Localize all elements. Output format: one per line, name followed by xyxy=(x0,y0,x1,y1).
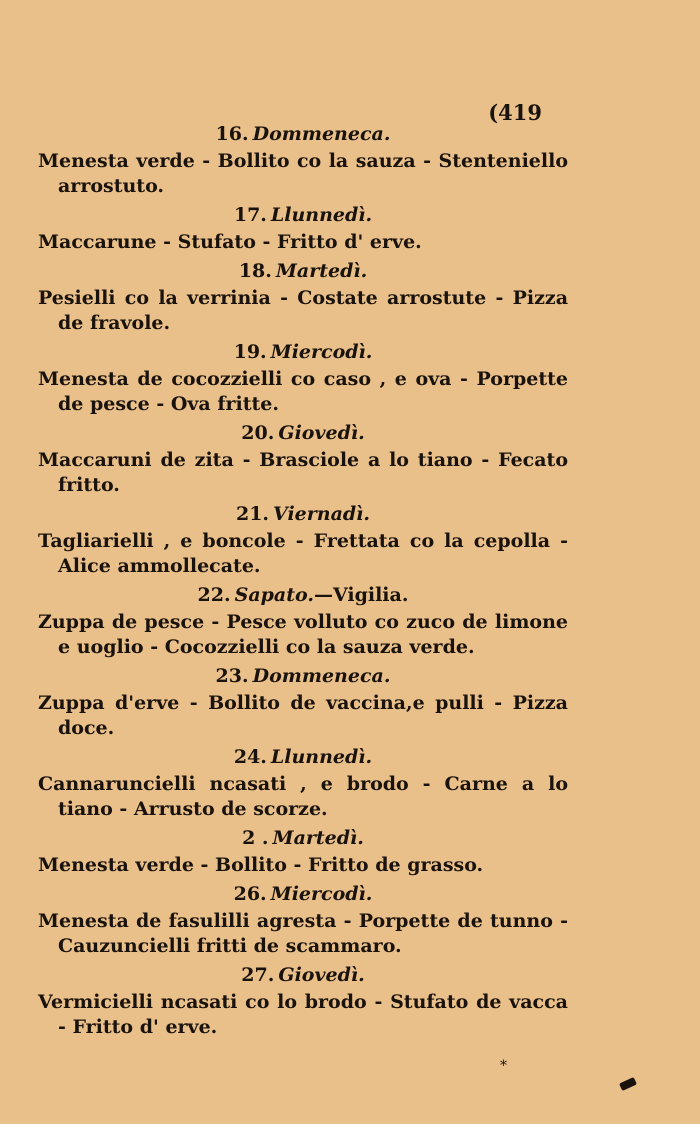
day-heading xyxy=(38,257,568,286)
day-name: Sapato. xyxy=(234,584,314,606)
day-number: 21. xyxy=(235,503,270,525)
day-number: 23. xyxy=(215,665,249,687)
day-note: —Vigilia. xyxy=(313,584,409,606)
day-name: Dommeneca. xyxy=(252,123,391,145)
day-heading xyxy=(38,880,568,909)
menu-text: Zuppa de pesce - Pesce volluto co zuco de limone e uoglio - Cocozzielli co la sauza verde. xyxy=(38,611,568,658)
menu-text: Vermicielli ncasati co lo brodo - Stufato de vacca - Fritto d' erve. xyxy=(38,991,568,1038)
menu-list xyxy=(38,118,568,1042)
day-heading xyxy=(38,662,568,691)
day-heading xyxy=(38,500,568,529)
menu-text: Maccarune - Stufato - Fritto d' erve. xyxy=(38,231,422,253)
day-name: Martedì. xyxy=(272,827,364,849)
day-heading xyxy=(38,120,568,149)
day-name: Miercodì. xyxy=(270,883,373,905)
day-heading xyxy=(38,419,568,448)
menu-text: Pesielli co la verrinia - Costate arrostute - Pizza de fravole. xyxy=(38,287,568,334)
menu-text: Zuppa d'erve - Bollito de vaccina,e pulli - Pizza doce. xyxy=(38,692,568,739)
day-number: 27. xyxy=(241,964,275,986)
menu-text: Tagliarielli , e boncole - Frettata co la cepolla - Alice ammollecate. xyxy=(38,530,568,577)
ink-blot-mark xyxy=(619,1077,637,1091)
day-heading xyxy=(38,824,568,853)
day-name: Llunnedì. xyxy=(270,746,373,768)
menu-text: Menesta de fasulilli agresta - Porpette de tunno - Cauzuncielli fritti de scammaro. xyxy=(38,910,568,957)
day-heading xyxy=(38,338,568,367)
day-number: 2 . xyxy=(242,827,269,849)
day-heading xyxy=(38,201,568,230)
day-heading xyxy=(38,743,568,772)
menu-text: Cannaruncielli ncasati , e brodo - Carne a lo tiano - Arrusto de scorze. xyxy=(38,773,568,820)
day-number: 18. xyxy=(238,260,272,282)
day-number: 26. xyxy=(233,883,267,905)
day-name: Miercodì. xyxy=(270,341,373,363)
day-name: Giovedì. xyxy=(278,964,365,986)
day-number: 20. xyxy=(241,422,275,444)
menu-text: Menesta verde - Bollito co la sauza - Stenteniello arrostuto. xyxy=(38,150,568,197)
asterisk-mark: * xyxy=(500,1058,507,1074)
day-number: 16. xyxy=(215,123,249,145)
day-number: 24. xyxy=(233,746,267,768)
day-name: Martedì. xyxy=(275,260,368,282)
day-number: 22. xyxy=(197,584,231,606)
day-number: 19. xyxy=(233,341,267,363)
day-number: 17. xyxy=(233,204,267,226)
day-heading xyxy=(38,581,568,610)
menu-text: Menesta verde - Bollito - Fritto de grasso. xyxy=(38,854,484,876)
day-name: Viernadì. xyxy=(273,503,371,525)
page-number: (419 xyxy=(488,100,542,125)
menu-text: Maccaruni de zita - Brasciole a lo tiano - Fecato fritto. xyxy=(38,449,568,496)
day-name: Dommeneca. xyxy=(252,665,391,687)
day-heading xyxy=(38,961,568,990)
menu-text: Menesta de cocozzielli co caso , e ova - Porpette de pesce - Ova fritte. xyxy=(38,368,568,415)
day-name: Giovedì. xyxy=(278,422,365,444)
day-name: Llunnedì. xyxy=(270,204,373,226)
